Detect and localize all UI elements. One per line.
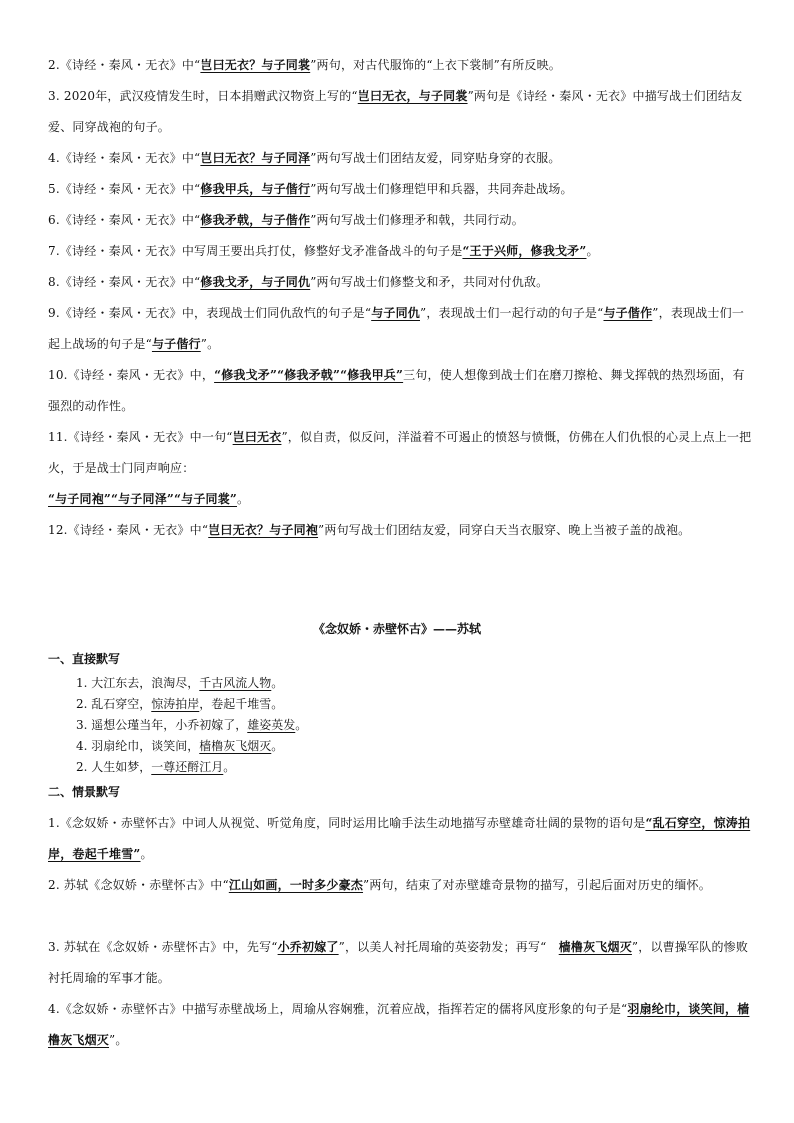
text: 3. 2020年，武汉疫情发生时，日本捐赠武汉物资上写的“ <box>48 89 358 103</box>
item-8 <box>48 267 754 298</box>
list-item <box>76 673 307 694</box>
text: ”两句是《诗经・秦风・无衣》中描写战士们团结友爱、同穿战袍的句子。 <box>48 89 743 134</box>
list-item <box>76 757 307 778</box>
text: ”两句写战士们修理铠甲和兵器，共同奔赴战场。 <box>310 182 573 196</box>
text: 1.《念奴娇・赤壁怀古》中词人从视觉、听觉角度，同时运用比喻手法生动地描写赤壁雄奇壮阔的景物的语句是 <box>48 816 646 830</box>
item-12 <box>48 515 754 546</box>
text: 2.《诗经・秦风・无衣》中“ <box>48 58 201 72</box>
answer: 一尊还酹江月 <box>151 760 224 774</box>
answer: 岂曰无衣？与子同袍 <box>208 523 319 537</box>
answer: 岂曰无衣？与子同裳 <box>200 58 311 72</box>
direct-list <box>76 673 307 778</box>
text: 5.《诗经・秦风・无衣》中“ <box>48 182 201 196</box>
text: ”两句写战士们修整戈和矛，共同对付仇敌。 <box>310 275 549 289</box>
text: ”两句写战士们团结友爱，同穿白天当衣服穿、晚上当被子盖的战袍。 <box>318 523 691 537</box>
text: ”两句写战士们团结友爱，同穿贴身穿的衣服。 <box>310 151 561 165</box>
text: 。 <box>223 760 236 774</box>
item-3 <box>48 81 754 143</box>
list-item <box>76 694 307 715</box>
answer: 修我戈矛，与子同仇 <box>200 275 311 289</box>
item-2 <box>48 50 754 81</box>
text: 8.《诗经・秦风・无衣》中“ <box>48 275 201 289</box>
text: 6.《诗经・秦风・无衣》中“ <box>48 213 201 227</box>
text: 三句，使人想像到战士们在磨刀擦枪、舞戈挥戟的热烈场面，有强烈的动作性。 <box>48 368 745 413</box>
text: ”两句写战士们修理矛和戟，共同行动。 <box>310 213 524 227</box>
heading-direct: 一、直接默写 <box>48 652 121 666</box>
text: 3. 遥想公瑾当年，小乔初嫁了， <box>76 718 248 732</box>
text: 。 <box>295 718 308 732</box>
answer: 岂曰无衣，与子同裳 <box>357 89 468 103</box>
text: ”两句，对古代服饰的“上衣下裳制”有所反映。 <box>310 58 562 72</box>
text: 。 <box>237 492 250 506</box>
answer: 樯橹灰飞烟灭 <box>199 739 272 753</box>
list-item <box>76 736 307 757</box>
text: 。 <box>586 244 599 258</box>
item-5 <box>48 174 754 205</box>
answer: “修我戈矛”“修我矛戟”“修我甲兵” <box>214 368 404 382</box>
text: 4. 羽扇纶巾，谈笑间， <box>76 739 200 753</box>
text: ”，似自责，似反问，洋溢着不可遏止的愤怒与愤慨，仿佛在人们仇恨的心灵上点上一把火，于是战士门同声响应： <box>48 430 752 475</box>
heading-scene: 二、情景默写 <box>48 785 121 799</box>
item-6 <box>48 205 754 236</box>
text: 11.《诗经・秦风・无衣》中一句“ <box>48 430 233 444</box>
list-item <box>76 715 307 736</box>
text: 。 <box>140 847 153 861</box>
item-7 <box>48 236 754 267</box>
section-title: 《念奴娇・赤壁怀古》——苏轼 <box>312 622 481 636</box>
text: ”，以曹操军队的惨败衬托周瑜的军事才能。 <box>48 940 749 985</box>
scene-item-3 <box>48 932 754 994</box>
answer: 与子偕行 <box>151 337 201 351</box>
answer: 与子同仇 <box>371 306 420 320</box>
text: ”两句，结束了对赤壁雄奇景物的描写，引起后面对历史的缅怀。 <box>363 878 711 892</box>
answer: 小乔初嫁了 <box>277 940 339 954</box>
answer: 修我甲兵，与子偕行 <box>200 182 311 196</box>
text: 4.《诗经・秦风・无衣》中“ <box>48 151 201 165</box>
text: ，卷起千堆雪。 <box>199 697 284 711</box>
text: ”，以美人衬托周瑜的英姿勃发；再写“ <box>338 940 559 954</box>
item-4 <box>48 143 754 174</box>
answer: “乱石穿空，惊涛拍岸，卷起千堆雪” <box>48 816 751 861</box>
text: 10.《诗经・秦风・无衣》中， <box>48 368 215 382</box>
answer: “与子同袍”“与子同泽”“与子同裳” <box>48 492 238 506</box>
text: 9.《诗经・秦风・无衣》中，表现战士们同仇敌忾的句子是“ <box>48 306 372 320</box>
answer: 岂曰无衣 <box>232 430 282 444</box>
item-11 <box>48 422 754 484</box>
text: 3. 苏轼在《念奴娇・赤壁怀古》中，先写“ <box>48 940 278 954</box>
answer: 惊涛拍岸 <box>151 697 200 711</box>
text: 。 <box>271 739 284 753</box>
answer: 千古风流人物 <box>199 676 272 690</box>
answer: 雄姿英发 <box>247 718 296 732</box>
text: 1. 大江东去，浪淘尽， <box>76 676 200 690</box>
scene-item-1 <box>48 808 754 870</box>
answer: 樯橹灰飞烟灭 <box>558 940 632 954</box>
text: 4.《念奴娇・赤壁怀古》中描写赤壁战场上，周瑜从容娴雅，沉着应战，指挥若定的儒将风度形象的句子是“ <box>48 1002 628 1016</box>
text: 2. 苏轼《念奴娇・赤壁怀古》中“ <box>48 878 229 892</box>
answer: 岂曰无衣？与子同泽 <box>200 151 311 165</box>
item-10 <box>48 360 754 422</box>
answer: 羽扇纶巾，谈笑间，樯橹灰飞烟灭 <box>48 1002 750 1047</box>
text: 2. 人生如梦， <box>76 760 152 774</box>
answer: “王于兴师，修我戈矛” <box>462 244 587 258</box>
text: ”。 <box>200 337 220 351</box>
item-11-answer <box>48 484 754 515</box>
answer: 江山如画，一时多少豪杰 <box>228 878 364 892</box>
answer: 修我矛戟，与子偕作 <box>200 213 311 227</box>
text: 7.《诗经・秦风・无衣》中写周王要出兵打仗，修整好戈矛准备战斗的句子是 <box>48 244 463 258</box>
text: 2. 乱石穿空， <box>76 697 152 711</box>
text: ”，表现战士们一起行动的句子是“ <box>420 306 604 320</box>
text: 12.《诗经・秦风・无衣》中“ <box>48 523 209 537</box>
item-9 <box>48 298 754 360</box>
text: 。 <box>271 676 284 690</box>
text: ”，表现战士们一起上战场的句子是“ <box>48 306 745 351</box>
text: ”。 <box>109 1033 128 1047</box>
scene-item-4 <box>48 994 754 1056</box>
scene-item-2 <box>48 870 754 901</box>
answer: 与子偕作 <box>603 306 653 320</box>
